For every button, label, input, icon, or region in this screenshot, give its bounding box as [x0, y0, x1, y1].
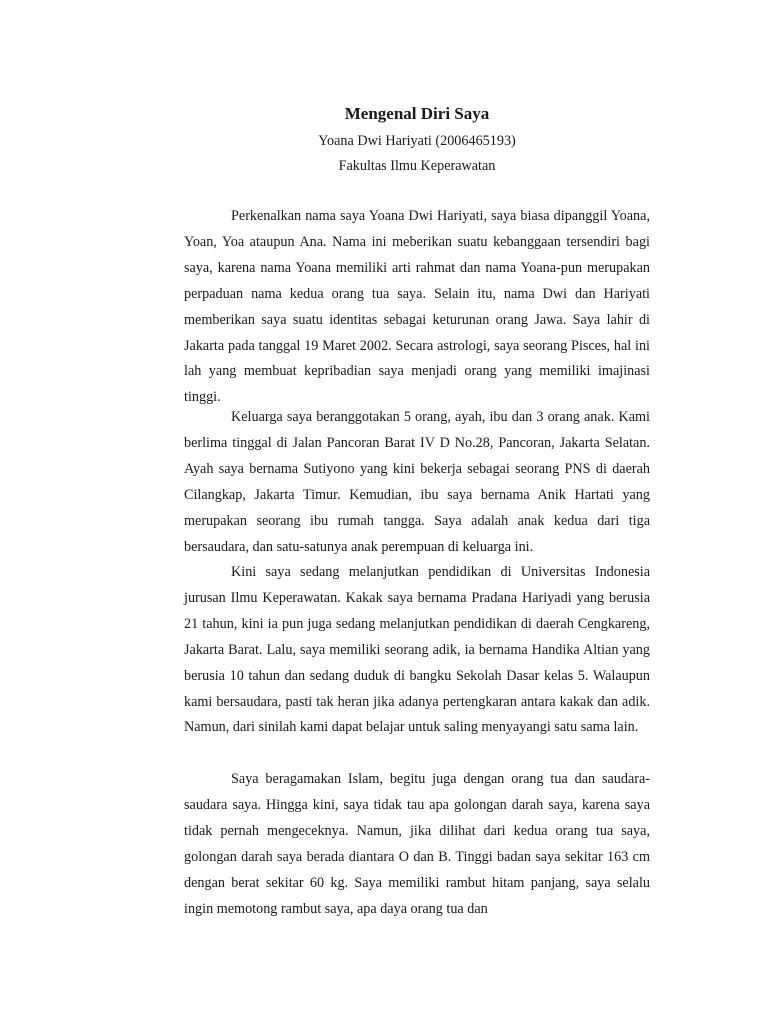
faculty-line: Fakultas Ilmu Keperawatan — [338, 158, 496, 174]
paragraph-family: Keluarga saya beranggotakan 5 orang, ayah, ibu dan 3 orang anak. Kami berlima tinggal di Jalan Pancoran Barat IV D No.28, Pancoran, Jakarta Selatan. Ayah saya bernama Sutiyono yang kini bekerja sebagai seorang PNS di daerah Cilangkap, Jakarta Timur. Kemudian, ibu saya bernama Anik Hartati yang merupakan seorang ibu rumah tangga. Saya adalah anak kedua dari tiga bersaudara, dan satu-satunya anak perempuan di keluarga ini. — [184, 409, 650, 555]
paragraph-religion-physical: Saya beragamakan Islam, begitu juga dengan orang tua dan saudara-saudara saya. Hingga kini, saya tidak tau apa golongan darah saya, karena saya tidak pernah mengeceknya. Namun, jika dilihat dari kedua orang tua saya, golongan darah saya berada diantara O dan B. Tinggi badan saya sekitar 163 cm dengan berat sekitar 60 kg. Saya memiliki rambut hitam panjang, saya selalu ingin memotong rambut saya, apa daya orang tua dan — [184, 771, 650, 917]
paragraph-education: Kini saya sedang melanjutkan pendidikan di Universitas Indonesia jurusan Ilmu Keperawatan. Kakak saya bernama Pradana Hariyadi yang berusia 21 tahun, kini ia pun juga sedang melanjutkan pendidikan di daerah Cengkareng, Jakarta Barat. Lalu, saya memiliki seorang adik, ia bernama Handika Altian yang berusia 10 tahun dan sedang duduk di bangku Sekolah Dasar kelas 5. Walaupun kami bersaudara, pasti tak heran jika adanya pertengkaran antara kakak dan adik. Namun, dari sinilah kami dapat belajar untuk saling menyayangi satu sama lain. — [184, 564, 650, 736]
paragraph-introduction: Perkenalkan nama saya Yoana Dwi Hariyati, saya biasa dipanggil Yoana, Yoan, Yoa ataupun Ana. Nama ini meberikan suatu kebanggaan tersendiri bagi saya, karena nama Yoana memiliki arti rahmat dan nama Yoana-pun merupakan perpaduan nama kedua orang tua saya. Selain itu, nama Dwi dan Hariyati memberikan saya suatu identitas sebagai keturunan orang Jawa. Saya lahir di Jakarta pada tanggal 19 Maret 2002. Secara astrologi, saya seorang Pisces, hal ini lah yang membuat kepribadian saya menjadi orang yang memiliki imajinasi tinggi. — [184, 208, 650, 406]
author-line: Yoana Dwi Hariyati (2006465193) — [318, 133, 516, 149]
document-title: Mengenal Diri Saya — [344, 104, 490, 123]
